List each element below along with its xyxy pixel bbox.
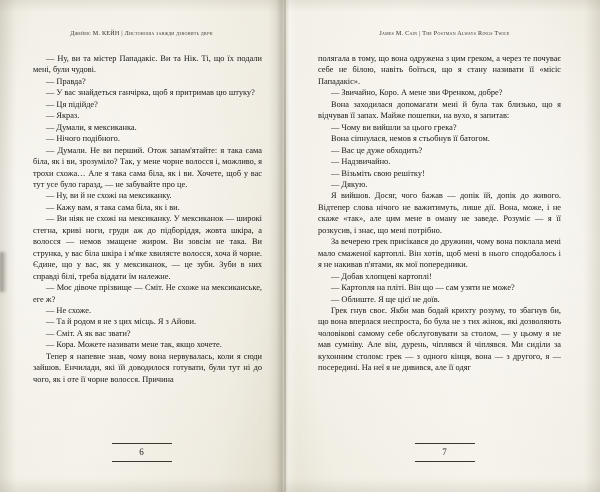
paragraph: — Кажу вам, я така сама біла, як і ви. xyxy=(46,202,180,212)
paragraph: — Дякую. xyxy=(331,179,368,189)
paragraph: — Ця підійде? xyxy=(46,99,98,109)
paragraph: — Сміт. А як вас звати? xyxy=(46,328,131,338)
paragraph: Тепер я напевне знав, чому вона нервувалась, коли я сюди зайшов. Енчилади, які їй доводилося готувати, були тут ні до чого, як і оте її чорне волосся. Причина xyxy=(33,351,262,384)
paragraph: — Ну, ви та містер Пападакіс. Ви та Нік. Ті, що їх подали мені, були чудові. xyxy=(33,54,262,75)
paragraph: — Ну, ви й не схожі на мексиканку. xyxy=(46,191,172,201)
paragraph: — Не схоже. xyxy=(46,305,92,315)
paragraph: — Моє дівоче прізвище — Сміт. Не схоже на мексиканське, еге ж? xyxy=(33,283,262,304)
paragraph: Грек гнув своє. Якби мав бодай крихту розуму, то збагнув би, що вона вперлася неспроста, бо була не з тих жінок, які дозволяють чоловікові самому себе обслуговувати за столом, — у цьому я не мав сумніву. Але він, дурень, чіплявся й чіплявся. Ми сиділи за кухонним столом: грек — з одного кінця, вона — з другого, я — посередині. На неї я не дивився, але її одяг xyxy=(318,305,561,373)
paragraph: — Думали. Не ви перший. Отож запам'ятайте: я така сама біла, як і ви, зрозуміло? Так, у мене чорне волосся і, можливо, я трохи схожа… Але я така сама біла, як і ви. Хочете, щоб у вас тут усе було гаразд, — не забувайте про це. xyxy=(33,145,262,189)
paragraph: — Та й родом я не з цих місць. Я з Айови. xyxy=(46,317,197,327)
paragraph: — Якраз. xyxy=(46,111,80,121)
left-page-textblock xyxy=(33,53,262,385)
right-page-folio xyxy=(289,443,600,462)
left-page-folio xyxy=(0,443,283,462)
paragraph: Я вийшов. Досяг, чого бажав — допік їй, допік до живого. Відтепер слова нічого не важитимуть, лише дії. Вона, може, і не скаже «так», але цим мене в оману не заведе. Розуміє — я її розкусив, і знає, що мені потрібно. xyxy=(318,191,561,235)
left-page xyxy=(0,0,283,492)
right-page-running-head: James M. Cain | The Postman Always Rings Twice xyxy=(379,31,510,37)
paragraph: — Ви ніяк не схожі на мексиканку. У мексиканок — широкі стегна, криві ноги, груди аж до підборіддя, жовта шкіра, а волосся — немов змащене жиром. Ви зовсім не така. Ви струнка, у вас біла шкіра і м'яке хвилясте волосся, хоча й чорне. Єдине, що у вас, як у мексиканок, — це зуби. Зуби в них справді білі, треба віддати їм належне. xyxy=(33,214,262,281)
folio-rule-bottom xyxy=(112,461,172,462)
paragraph: — Нічого подібного. xyxy=(46,134,120,144)
paragraph: За вечерею грек присікався до дружини, чому вона поклала мені мало смаженої картоплі. Він хотів, щоб мені в нього сподобалось і я не накивав п'ятами, як мої попередники. xyxy=(318,237,561,270)
paragraph: — Картопля на пліті. Він що — сам узяти не може? xyxy=(331,283,515,293)
page-number: 7 xyxy=(442,447,447,457)
paragraph: — Чому ви вийшли за цього грека? xyxy=(331,122,457,132)
right-page-textblock xyxy=(318,53,561,374)
page-number: 6 xyxy=(139,447,144,457)
paragraph: — Звичайно, Коро. А мене зви Френком, добре? xyxy=(331,88,503,98)
right-page xyxy=(289,0,600,492)
paragraph: — Облиште. Я ще цієї не доїв. xyxy=(331,294,440,304)
paragraph: — Правда? xyxy=(46,76,86,86)
book-spine-line xyxy=(284,0,286,492)
paragraph: — Вас це дуже обходить? xyxy=(331,145,423,155)
paragraph: — Добав хлопцеві картоплі! xyxy=(331,271,432,281)
paragraph: — Думали, я мексиканка. xyxy=(46,122,137,132)
paragraph: — Кора. Можете називати мене так, якщо хочете. xyxy=(46,340,222,350)
paragraph: — Надзвичайно. xyxy=(331,157,391,167)
paragraph: полягала в тому, що вона одружена з цим греком, а через те почуває себе не білою, навіть боїться, що я стану називати її «місіс Пападакіс». xyxy=(318,54,561,86)
paragraph: Вона заходилася допомагати мені й була так близько, що я відчував її запах. Майже пошепки, на вухо, я запитав: xyxy=(318,99,561,121)
left-page-running-head: Джеймс М. КЕЙН | Листоноша завжди дзвонить двічі xyxy=(70,31,213,37)
paragraph: — У вас знайдеться ганчірка, щоб я притримав цю штуку? xyxy=(46,88,255,98)
paragraph: Вона сіпнулася, немов я стьобнув її батогом. xyxy=(331,134,490,144)
paragraph: — Візьміть свою решітку! xyxy=(331,168,425,178)
folio-rule-bottom xyxy=(415,461,475,462)
